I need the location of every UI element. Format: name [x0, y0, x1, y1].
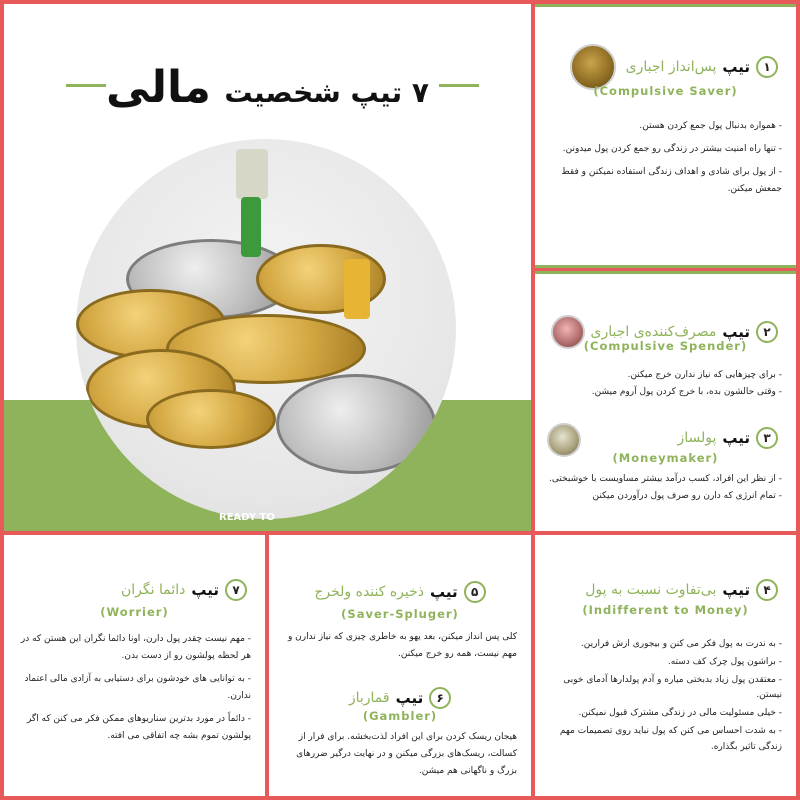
type-4-panel [535, 535, 796, 796]
type-english-name: (Gambler) [362, 709, 438, 723]
cover-title [4, 62, 531, 113]
type-name: مصرف‌کننده‌ی اجباری [590, 324, 717, 340]
type-word: تیپ [430, 583, 458, 601]
type-4-bullets [549, 637, 782, 761]
type-english-name: (Compulsive Spender) [583, 339, 748, 353]
bullet-item: - برای چیزهایی که نیاز ندارن خرج میکنن. [627, 370, 782, 380]
type-word: تیپ [722, 429, 750, 447]
type-5-6-panel [269, 535, 531, 796]
bullet-item: - خیلی مسئولیت مالی در زندگی مشترک قبول نمیکنن. [578, 708, 782, 718]
bullet-item: - وقتی حالشون بده، با خرج کردن پول آروم میشن. [591, 387, 782, 398]
bullet-item: - از پول برای شادی و اهداف زندگی استفاده نمیکنن و فقط جمعش میکنن. [561, 167, 782, 195]
type-number-badge: ۲ [756, 321, 778, 343]
bullet-item: - تمام انرژی که دارن رو صرف پول درآوردن میکنن [592, 491, 782, 502]
type-word: تیپ [191, 581, 219, 599]
type-name: پس‌انداز اجباری [625, 59, 717, 75]
coin-image [276, 374, 436, 474]
type-name: بی‌تفاوت نسبت به پول [585, 582, 717, 598]
type-number-badge: ۷ [225, 579, 247, 601]
type-english-name: (Saver-Spluger) [341, 607, 459, 621]
type-number-badge: ۱ [756, 56, 778, 78]
type-name: پولساز [677, 430, 717, 446]
type-7-header [4, 579, 265, 601]
bullet-item: - دائماً در مورد بدترین سناریوهای ممکن فکر می کنن که اگر پولشون تموم بشه چه اتفاقی می افته. [26, 714, 251, 742]
bullet-item: - از نظر این افراد، کسب درآمد بیشتر مساویست با خوشبختی. [549, 474, 782, 484]
type-6-header [269, 687, 531, 709]
type-1-bullets [549, 118, 782, 204]
type-word: تیپ [722, 323, 750, 341]
type-english-name: (Compulsive Saver) [593, 84, 738, 98]
type-1-panel [535, 4, 796, 268]
type-number-badge: ۵ [464, 581, 486, 603]
type-6-text: هیجان ریسک کردن برای این افراد لذت‌بخشه. برای فرار از کسالت، ریسک‌های بزرگی میکنن و در نهایت درگیر ضررهای بزرگ و ناگهانی هم میشن. [296, 732, 517, 777]
man-figure-shirt [236, 149, 268, 199]
type-number-badge: ۶ [429, 687, 451, 709]
type-name: قمارباز [348, 690, 390, 706]
cover-title-prefix: ۷ تیپ شخصیت [224, 76, 429, 109]
type-english-name: (Worrier) [100, 605, 169, 619]
bullet-item: - به شدت احساس می کنن که پول نباید روی تصمیمات مهم زندگی تاثیر بگذاره. [559, 725, 782, 752]
type-word: تیپ [722, 58, 750, 76]
type-number-badge: ۴ [756, 579, 778, 601]
man-figure-pants [241, 197, 261, 257]
bullet-item: - تنها راه امنیت بیشتر در زندگی رو جمع کردن پول میدونن. [562, 144, 782, 155]
ready-to-text: READY TO [219, 512, 275, 523]
type-english-name: (Moneymaker) [612, 451, 719, 465]
coins-photo [76, 139, 456, 519]
cover-title-main: مالی [106, 62, 211, 113]
type-2-3-panel [535, 271, 796, 531]
bullet-item: - مهم نیست چقدر پول دارن، اونا دائما نگران این هستن که در هر لحظه پولشون رو از دست بدن. [20, 634, 251, 662]
type-5-text: کلی پس انداز میکنن، بعد یهو به خاطری چیزی که نیاز ندارن و مهم نیست، همه رو خرج میکنن. [287, 632, 517, 660]
type-3-bullets [549, 471, 782, 511]
type-word: تیپ [722, 581, 750, 599]
bullet-item: - به ندرت به پول فکر می کنن و بیجوری ازش فرارین. [580, 639, 782, 649]
type-number-badge: ۳ [756, 427, 778, 449]
coin-image [146, 389, 276, 449]
accent-bar [535, 265, 796, 268]
type-name: دائما نگران [121, 582, 186, 598]
woman-figure [344, 259, 370, 319]
bullet-item: - همواره بدنبال پول جمع کردن هستن. [639, 121, 782, 131]
bullet-item: - براشون پول چرک کف دسته. [667, 656, 782, 667]
type-word: تیپ [395, 689, 424, 707]
type-7-panel [4, 535, 265, 796]
type-english-name: (Indifferent to Money) [582, 603, 749, 617]
type-4-header [535, 579, 796, 601]
accent-bar [535, 4, 796, 7]
accent-bar [535, 271, 796, 274]
type-7-bullets [18, 631, 251, 752]
bullet-item: - معتقدن پول زیاد بدبختی میاره و آدم پولدارها آدمای خوبی نیستن. [563, 674, 782, 701]
type-2-bullets [549, 367, 782, 407]
cover-panel [4, 4, 531, 531]
type-5-header [269, 581, 531, 603]
bullet-item: - به توانایی های خودشون برای دستیابی به آزادی مالی اعتماد ندارن. [24, 674, 251, 702]
type-name: ذخیره کننده ولخرج [314, 584, 425, 600]
